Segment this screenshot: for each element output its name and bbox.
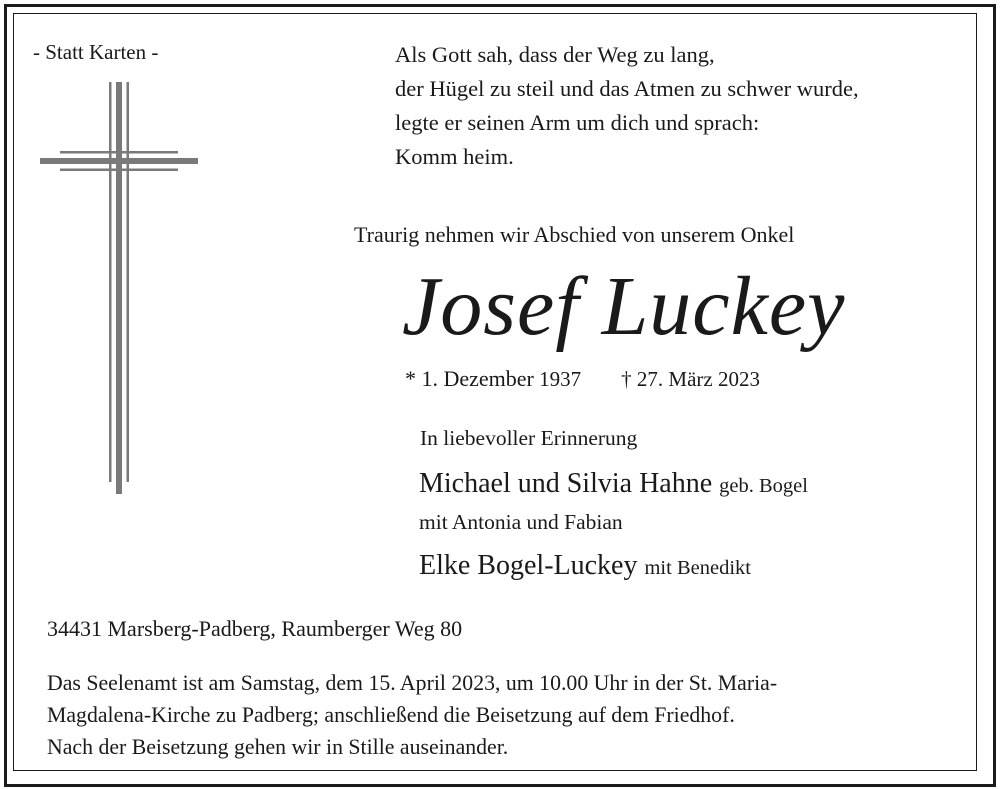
statt-karten-label: - Statt Karten - bbox=[33, 40, 159, 64]
poem-line: Komm heim. bbox=[395, 144, 514, 169]
life-dates bbox=[405, 366, 760, 392]
service-line: Magdalena-Kirche zu Padberg; anschließend die Beisetzung auf dem Friedhof. bbox=[47, 703, 735, 727]
announcement-intro: Traurig nehmen wir Abschied von unserem Onkel bbox=[354, 222, 795, 247]
poem-line: der Hügel zu steil und das Atmen zu schwer wurde, bbox=[395, 76, 859, 101]
birth-year: 1937 bbox=[539, 367, 582, 391]
service-line: Nach der Beisetzung gehen wir in Stille auseinander. bbox=[47, 735, 509, 759]
family-two-note: mit Benedikt bbox=[644, 557, 751, 579]
poem-line: legte er seinen Arm um dich und sprach: bbox=[395, 110, 760, 135]
family-one-name: Michael und Silvia Hahne bbox=[419, 468, 713, 499]
family-one-note: geb. Bogel bbox=[719, 475, 808, 497]
birth-date: * 1. Dezember bbox=[405, 366, 534, 391]
cross-icon bbox=[40, 82, 200, 497]
address: 34431 Marsberg-Padberg, Raumberger Weg 80 bbox=[47, 616, 463, 641]
family-two bbox=[419, 550, 751, 582]
family-one bbox=[419, 468, 808, 500]
service-info bbox=[47, 667, 777, 763]
service-line: Das Seelenamt ist am Samstag, dem 15. April 2023, um 10.00 Uhr in der St. Maria- bbox=[47, 671, 778, 695]
deceased-name: Josef Luckey bbox=[402, 260, 846, 353]
poem bbox=[395, 38, 859, 174]
family-two-name: Elke Bogel-Luckey bbox=[419, 550, 638, 581]
death-date: † 27. März 2023 bbox=[621, 367, 760, 391]
family-one-children: mit Antonia und Fabian bbox=[419, 510, 623, 534]
mourners-intro: In liebevoller Erinnerung bbox=[420, 426, 638, 450]
poem-line: Als Gott sah, dass der Weg zu lang, bbox=[395, 42, 715, 67]
